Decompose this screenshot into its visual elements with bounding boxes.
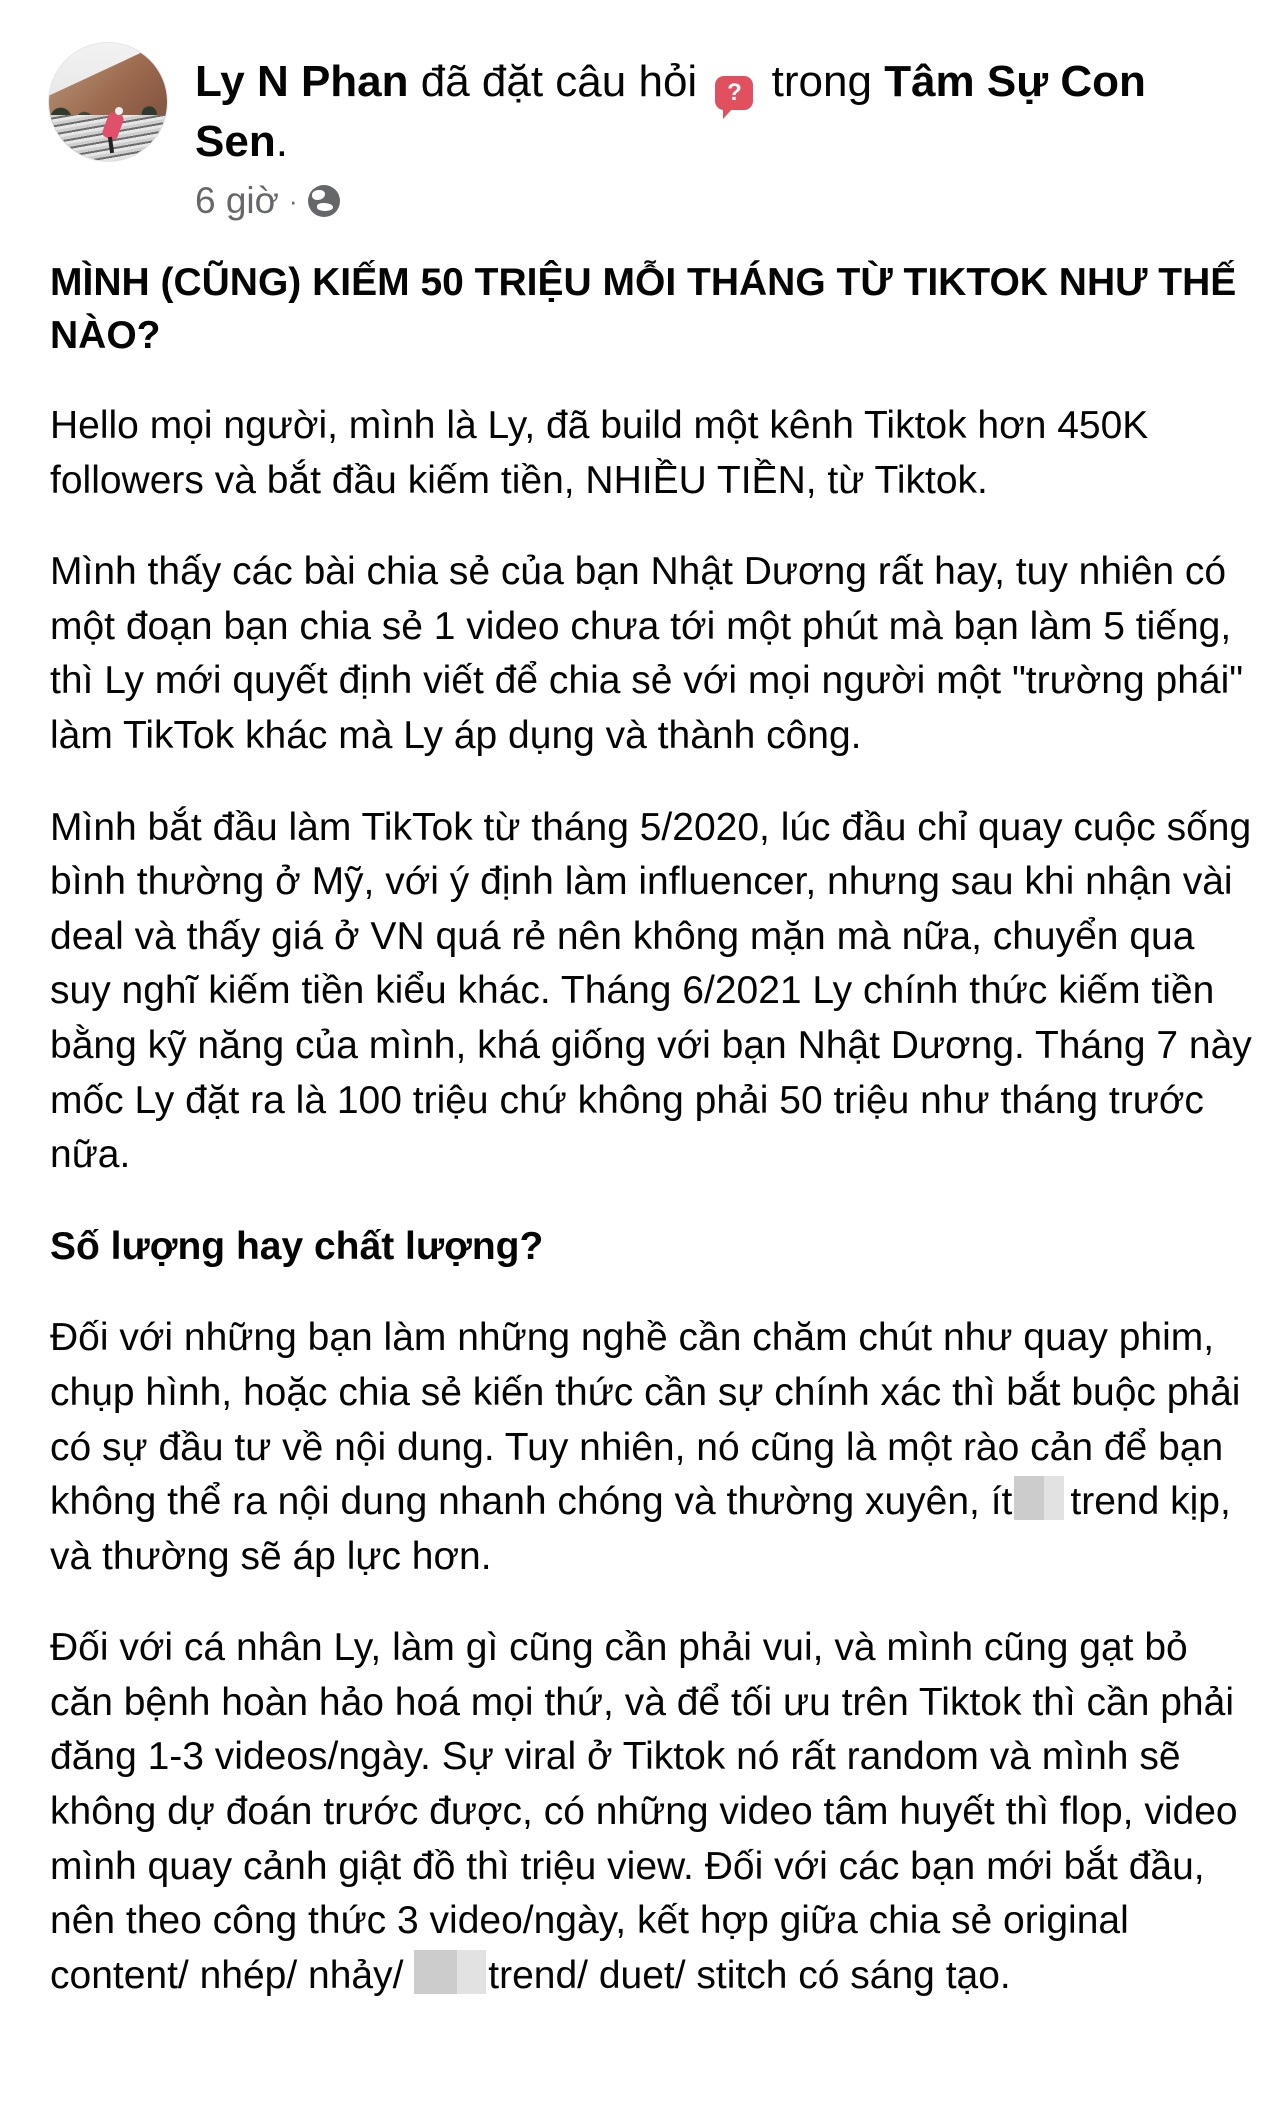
group-name-link[interactable]: Tâm Sự Con Sen bbox=[195, 57, 1146, 166]
post-heading: MÌNH (CŨNG) KIẾM 50 TRIỆU MỖI THÁNG TỪ TIKTOK NHƯ THẾ NÀO? bbox=[50, 261, 1237, 357]
redacted-word-block bbox=[414, 1950, 486, 1994]
post-header-title bbox=[195, 52, 1235, 172]
post-timestamp-link[interactable]: 6 giờ bbox=[195, 180, 279, 221]
preposition-text: trong bbox=[771, 57, 872, 106]
question-bubble-icon bbox=[715, 76, 753, 110]
paragraph-quality bbox=[50, 1311, 1260, 1584]
paragraph-quality-text-b: trend kịp, và thường sẽ áp lực hơn. bbox=[50, 1480, 1231, 1578]
paragraph-background: Mình bắt đầu làm TikTok từ tháng 5/2020, lúc đầu chỉ quay cuộc sống bình thường ở Mỹ, với ý định làm influencer, nhưng sau khi nhận vài deal và thấy giá ở VN quá rẻ nên không mặn mà nữa, chuyển qua suy nghĩ kiếm tiền kiểu khác. Tháng 6/2021 Ly chính thức kiếm tiền bằng kỹ năng của mình, khá giống với bạn Nhật Dương. Tháng 7 này mốc Ly đặt ra là 100 triệu chứ không phải 50 triệu như tháng trước nữa. bbox=[50, 805, 1252, 1177]
author-name-link[interactable]: Ly N Phan bbox=[195, 57, 409, 106]
section-subheading: Số lượng hay chất lượng? bbox=[50, 1224, 544, 1268]
action-text: đã đặt câu hỏi bbox=[420, 57, 698, 106]
paragraph-quantity-text-a: Đối với cá nhân Ly, làm gì cũng cần phải vui, và mình cũng gạt bỏ căn bệnh hoàn hảo hoá mọi thứ, và để tối ưu trên Tiktok thì cần phải đăng 1-3 videos/ngày. Sự viral ở Tiktok nó rất random và mình sẽ không dự đoán trước được, có những video tâm huyết thì flop, video mình quay cảnh giật đồ thì triệu view. Đối với các bạn mới bắt đầu, nên theo công thức 3 video/ngày, kết hợp giữa chia sẻ original content/ nhép/ nhảy/ bbox=[50, 1626, 1238, 1997]
title-trailing-punct: . bbox=[275, 117, 288, 166]
meta-separator: · bbox=[288, 186, 298, 216]
author-avatar[interactable] bbox=[48, 42, 168, 162]
paragraph-quantity bbox=[50, 1621, 1260, 2003]
globe-icon[interactable] bbox=[308, 185, 340, 217]
paragraph-motivation: Mình thấy các bài chia sẻ của bạn Nhật Dương rất hay, tuy nhiên có một đoạn bạn chia sẻ 1 video chưa tới một phút mà bạn làm 5 tiếng, thì Ly mới quyết định viết để chia sẻ với mọi người một "trường phái" làm TikTok khác mà Ly áp dụng và thành công. bbox=[50, 550, 1244, 757]
avatar-photo-person-head bbox=[115, 107, 123, 115]
redacted-word-block bbox=[1014, 1476, 1064, 1520]
question-mark-glyph: ? bbox=[727, 79, 742, 106]
paragraph-quantity-text-b: trend/ duet/ stitch có sáng tạo. bbox=[488, 1953, 1011, 1997]
post-meta bbox=[195, 178, 340, 224]
paragraph-intro: Hello mọi người, mình là Ly, đã build một kênh Tiktok hơn 450K followers và bắt đầu kiếm tiền, NHIỀU TIỀN, từ Tiktok. bbox=[50, 404, 1149, 502]
post-body bbox=[50, 256, 1260, 2040]
paragraph-quality-text-a: Đối với những bạn làm những nghề cần chăm chút như quay phim, chụp hình, hoặc chia sẻ kiến thức cần sự chính xác thì bắt buộc phải có sự đầu tư về nội dung. Tuy nhiên, nó cũng là một rào cản để bạn không thể ra nội dung nhanh chóng và thường xuyên, ít bbox=[50, 1316, 1241, 1524]
